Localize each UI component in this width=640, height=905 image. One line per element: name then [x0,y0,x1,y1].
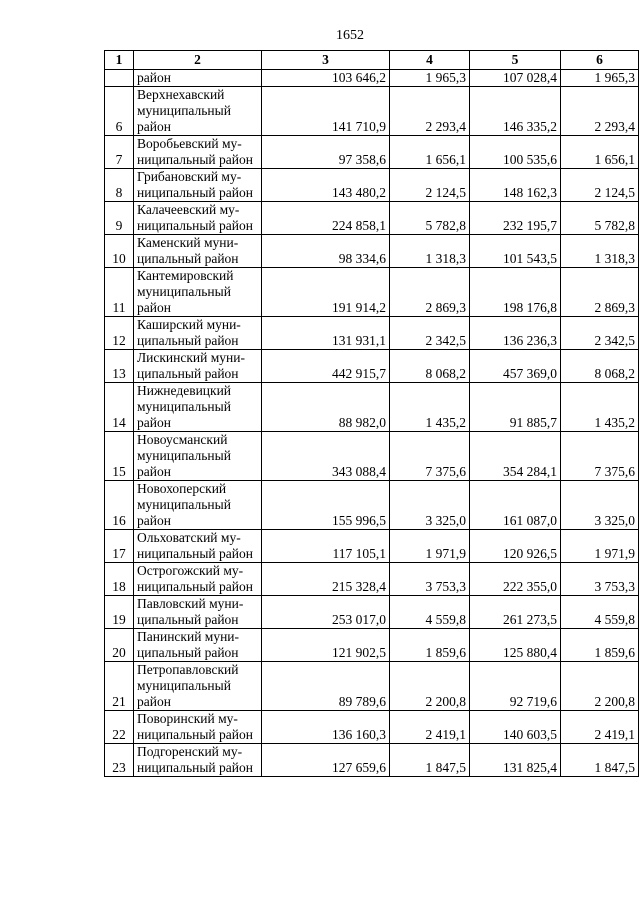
column-header-4: 4 [390,51,470,70]
value-column-5: 92 719,6 [470,662,561,711]
value-column-6: 2 293,4 [561,87,639,136]
value-column-3: 253 017,0 [262,596,390,629]
value-column-5: 146 335,2 [470,87,561,136]
value-column-3: 155 996,5 [262,481,390,530]
row-number: 11 [105,268,134,317]
district-name-line: ниципальный район [137,546,253,561]
district-name-line: район [137,464,171,479]
table-row [105,350,639,383]
district-name-line: Каширский муни- [137,317,241,332]
district-name-line: Кантемировский [137,268,234,283]
district-name [134,136,262,169]
value-column-6: 2 419,1 [561,711,639,744]
column-header-1: 1 [105,51,134,70]
district-name [134,744,262,777]
table-row [105,662,639,711]
value-column-3: 143 480,2 [262,169,390,202]
value-column-5: 120 926,5 [470,530,561,563]
district-name-line: ниципальный район [137,760,253,775]
district-name-line: ципальный район [137,366,239,381]
district-name [134,530,262,563]
value-column-5: 100 535,6 [470,136,561,169]
district-name-line: Панинский муни- [137,629,240,644]
page-number: 1652 [336,28,364,43]
district-name-line: район [137,300,171,315]
table-row [105,87,639,136]
row-number: 8 [105,169,134,202]
value-column-3: 343 088,4 [262,432,390,481]
header-row [105,51,639,70]
district-name-line: ципальный район [137,645,239,660]
value-column-4: 7 375,6 [390,432,470,481]
district-name-line: ципальный район [137,251,239,266]
district-name-line: Петропавловский [137,662,239,677]
district-name-line: Подгоренский му- [137,744,243,759]
value-column-6: 1 435,2 [561,383,639,432]
value-column-5: 131 825,4 [470,744,561,777]
district-name-line: Ольховатский му- [137,530,241,545]
value-column-4: 8 068,2 [390,350,470,383]
value-column-3: 121 902,5 [262,629,390,662]
value-column-6: 1 318,3 [561,235,639,268]
district-name [134,432,262,481]
value-column-3: 97 358,6 [262,136,390,169]
value-column-4: 2 342,5 [390,317,470,350]
district-name-line: ниципальный район [137,727,253,742]
table-row [105,235,639,268]
row-number: 16 [105,481,134,530]
district-name-line: Грибановский му- [137,169,242,184]
district-name-line: муниципальный [137,103,231,118]
value-column-4: 4 559,8 [390,596,470,629]
district-name [134,350,262,383]
column-header-2: 2 [134,51,262,70]
table-row [105,202,639,235]
district-name [134,662,262,711]
value-column-3: 191 914,2 [262,268,390,317]
budget-table [104,50,639,777]
district-name [134,629,262,662]
value-column-5: 101 543,5 [470,235,561,268]
table-row [105,596,639,629]
row-number: 6 [105,87,134,136]
district-name-line: район [137,70,171,85]
row-number: 12 [105,317,134,350]
district-name-line: ниципальный район [137,579,253,594]
row-number: 19 [105,596,134,629]
column-header-3: 3 [262,51,390,70]
district-name [134,87,262,136]
value-column-5: 354 284,1 [470,432,561,481]
district-name [134,711,262,744]
value-column-5: 140 603,5 [470,711,561,744]
value-column-6: 7 375,6 [561,432,639,481]
district-name-line: муниципальный [137,399,231,414]
column-header-6: 6 [561,51,639,70]
table-row [105,169,639,202]
district-name-line: ципальный район [137,333,239,348]
value-column-4: 2 200,8 [390,662,470,711]
value-column-4: 5 782,8 [390,202,470,235]
value-column-4: 2 124,5 [390,169,470,202]
value-column-3: 127 659,6 [262,744,390,777]
district-name-line: Новоусманский [137,432,228,447]
value-column-6: 2 342,5 [561,317,639,350]
table-row [105,629,639,662]
value-column-3: 88 982,0 [262,383,390,432]
value-column-4: 1 847,5 [390,744,470,777]
value-column-4: 2 419,1 [390,711,470,744]
value-column-3: 215 328,4 [262,563,390,596]
table-row [105,481,639,530]
row-number: 9 [105,202,134,235]
value-column-5: 125 880,4 [470,629,561,662]
table-row [105,530,639,563]
row-number: 21 [105,662,134,711]
value-column-6: 5 782,8 [561,202,639,235]
table-row [105,744,639,777]
table-row [105,268,639,317]
district-name [134,202,262,235]
district-name-line: ципальный район [137,612,239,627]
district-name-line: район [137,119,171,134]
district-name-line: Новохоперский [137,481,227,496]
value-column-4: 1 965,3 [390,70,470,87]
value-column-6: 1 965,3 [561,70,639,87]
district-name-line: ниципальный район [137,185,253,200]
district-name-line: Каменский муни- [137,235,239,250]
table-row [105,70,639,87]
value-column-5: 107 028,4 [470,70,561,87]
district-name-line: Нижнедевицкий [137,383,232,398]
value-column-5: 232 195,7 [470,202,561,235]
value-column-3: 103 646,2 [262,70,390,87]
row-number: 14 [105,383,134,432]
value-column-4: 3 325,0 [390,481,470,530]
district-name [134,596,262,629]
row-number: 17 [105,530,134,563]
table-row [105,383,639,432]
value-column-6: 1 656,1 [561,136,639,169]
row-number: 18 [105,563,134,596]
value-column-3: 98 334,6 [262,235,390,268]
column-header-5: 5 [470,51,561,70]
row-number: 10 [105,235,134,268]
district-name-line: муниципальный [137,678,231,693]
table-row [105,317,639,350]
value-column-4: 1 318,3 [390,235,470,268]
value-column-6: 1 971,9 [561,530,639,563]
district-name-line: ниципальный район [137,218,253,233]
row-number: 13 [105,350,134,383]
value-column-5: 457 369,0 [470,350,561,383]
value-column-4: 2 869,3 [390,268,470,317]
value-column-3: 141 710,9 [262,87,390,136]
row-number: 23 [105,744,134,777]
value-column-3: 442 915,7 [262,350,390,383]
value-column-5: 148 162,3 [470,169,561,202]
value-column-4: 1 859,6 [390,629,470,662]
value-column-5: 198 176,8 [470,268,561,317]
value-column-3: 117 105,1 [262,530,390,563]
value-column-4: 2 293,4 [390,87,470,136]
value-column-5: 91 885,7 [470,383,561,432]
district-name-line: Павловский муни- [137,596,244,611]
district-name-line: Верхнехавский [137,87,225,102]
district-name [134,70,262,87]
district-name-line: Калачеевский му- [137,202,240,217]
district-name [134,235,262,268]
value-column-6: 1 859,6 [561,629,639,662]
district-name-line: Воробьевский му- [137,136,242,151]
value-column-6: 2 124,5 [561,169,639,202]
district-name-line: район [137,513,171,528]
district-name-line: муниципальный [137,448,231,463]
value-column-4: 1 971,9 [390,530,470,563]
table-body [105,70,639,777]
value-column-5: 222 355,0 [470,563,561,596]
value-column-3: 136 160,3 [262,711,390,744]
value-column-5: 161 087,0 [470,481,561,530]
table-row [105,563,639,596]
district-name-line: район [137,415,171,430]
value-column-3: 89 789,6 [262,662,390,711]
value-column-6: 8 068,2 [561,350,639,383]
district-name-line: район [137,694,171,709]
value-column-4: 1 435,2 [390,383,470,432]
value-column-4: 1 656,1 [390,136,470,169]
table-row [105,711,639,744]
value-column-3: 224 858,1 [262,202,390,235]
district-name [134,563,262,596]
row-number: 22 [105,711,134,744]
row-number: 7 [105,136,134,169]
row-number: 20 [105,629,134,662]
value-column-6: 3 753,3 [561,563,639,596]
district-name [134,383,262,432]
district-name [134,268,262,317]
row-number: 15 [105,432,134,481]
value-column-6: 2 200,8 [561,662,639,711]
table-row [105,136,639,169]
value-column-6: 3 325,0 [561,481,639,530]
value-column-4: 3 753,3 [390,563,470,596]
value-column-5: 261 273,5 [470,596,561,629]
table-row [105,432,639,481]
district-name-line: ниципальный район [137,152,253,167]
value-column-6: 1 847,5 [561,744,639,777]
value-column-3: 131 931,1 [262,317,390,350]
district-name-line: муниципальный [137,284,231,299]
district-name-line: Острогожский му- [137,563,244,578]
value-column-5: 136 236,3 [470,317,561,350]
district-name-line: Поворинский му- [137,711,238,726]
district-name [134,317,262,350]
district-name [134,481,262,530]
district-name-line: муниципальный [137,497,231,512]
value-column-6: 4 559,8 [561,596,639,629]
row-number [105,70,134,87]
district-name [134,169,262,202]
district-name-line: Лискинский муни- [137,350,245,365]
value-column-6: 2 869,3 [561,268,639,317]
